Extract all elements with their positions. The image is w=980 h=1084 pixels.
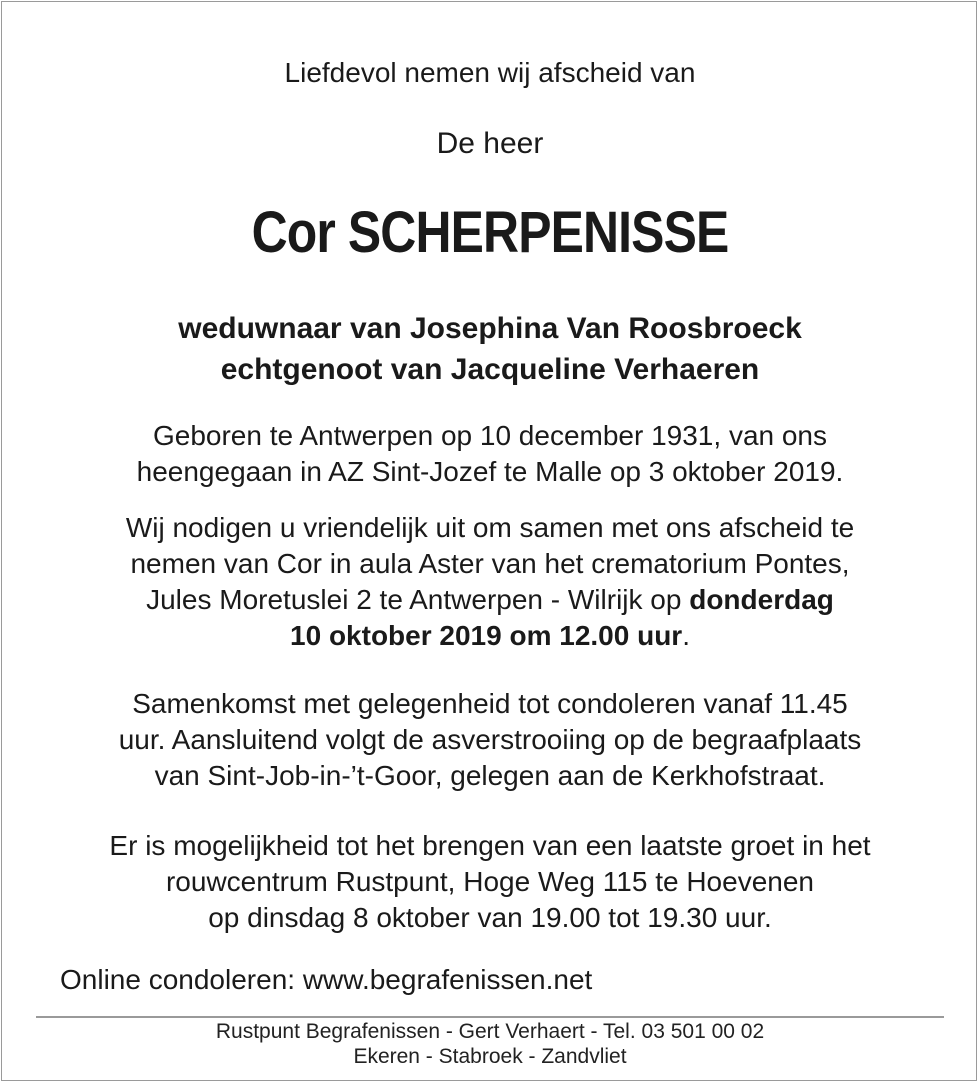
honorific: De heer [436, 127, 544, 160]
deceased-name: Cor SCHERPENISSE [251, 200, 729, 265]
footer-line-1: Rustpunt Begrafenissen - Gert Verhaert - Tel. 03 501 00 02 [215, 1020, 765, 1043]
gathering-line-1: Samenkomst met gelegenheid tot condoleren vanaf 11.45 [132, 688, 848, 719]
footer-divider [36, 1016, 944, 1018]
ceremony-day: donderdag [689, 584, 834, 615]
ceremony-line-4 [0, 618, 980, 654]
ceremony-line-2: nemen van Cor in aula Aster van het crematorium Pontes, [130, 548, 850, 579]
gathering-line-2: uur. Aansluitend volgt de asverstrooiing op de begraafplaats [118, 724, 862, 755]
footer-line-2: Ekeren - Stabroek - Zandvliet [353, 1045, 627, 1068]
relation-line-1: weduwnaar van Josephina Van Roosbroeck [178, 312, 802, 345]
online-condolence: Online condoleren: www.begrafenissen.net [60, 964, 593, 995]
ceremony-date-time: 10 oktober 2019 om 12.00 uur [290, 620, 683, 651]
intro-text: Liefdevol nemen wij afscheid van [284, 57, 696, 88]
farewell-line-1: Er is mogelijkheid tot het brengen van een laatste groet in het [109, 830, 871, 861]
ceremony-line-1: Wij nodigen u vriendelijk uit om samen met ons afscheid te [125, 512, 855, 543]
farewell-line-2: rouwcentrum Rustpunt, Hoge Weg 115 te Hoevenen [165, 866, 814, 897]
relation-line-2: echtgenoot van Jacqueline Verhaeren [220, 353, 760, 386]
ceremony-period: . [682, 620, 690, 651]
gathering-line-3: van Sint-Job-in-’t-Goor, gelegen aan de Kerkhofstraat. [154, 760, 826, 791]
birth-line-1: Geboren te Antwerpen op 10 december 1931, van ons [152, 420, 828, 451]
ceremony-line-3 [0, 582, 980, 618]
farewell-line-3: op dinsdag 8 oktober van 19.00 tot 19.30 uur. [208, 902, 772, 933]
birth-line-2: heengegaan in AZ Sint-Jozef te Malle op 3 oktober 2019. [136, 456, 844, 487]
ceremony-place: Jules Moretuslei 2 te Antwerpen - Wilrijk op [146, 584, 690, 615]
